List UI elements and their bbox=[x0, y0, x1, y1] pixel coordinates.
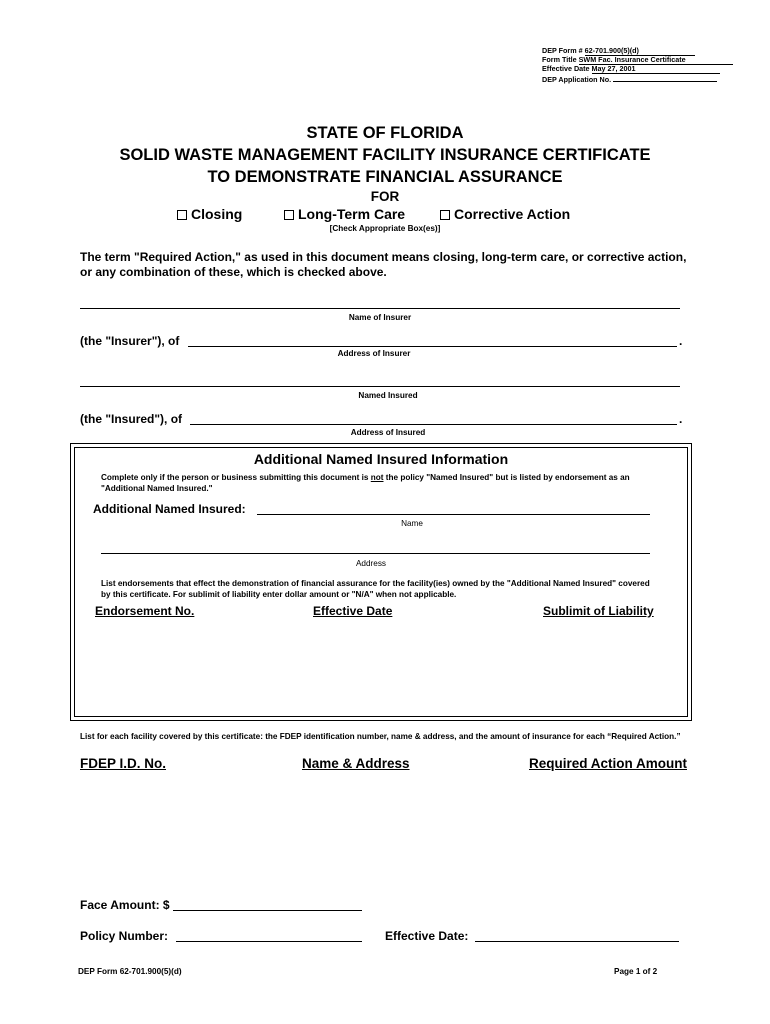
option-long-term-care[interactable] bbox=[284, 206, 405, 222]
additional-insured-heading: Additional Named Insured Information bbox=[253, 451, 509, 467]
effective-date-header-value: May 27, 2001 bbox=[592, 64, 720, 74]
option-closing[interactable] bbox=[177, 206, 242, 222]
intro-text: The term "Required Action," as used in this document means closing, long-term care, or corrective action, or any combination of these, which is checked above. bbox=[80, 250, 687, 279]
effective-date-header-label: Effective Date bbox=[542, 64, 590, 73]
effective-date-line[interactable] bbox=[475, 941, 679, 942]
insurer-name-line[interactable] bbox=[80, 308, 680, 309]
check-note: [Check Appropriate Box(es)] bbox=[329, 224, 441, 233]
long-term-care-checkbox[interactable] bbox=[284, 210, 294, 220]
policy-number-line[interactable] bbox=[176, 941, 362, 942]
insured-address-line[interactable] bbox=[190, 424, 677, 425]
insurer-of-label: (the "Insurer"), of bbox=[80, 334, 180, 348]
title-main: SOLID WASTE MANAGEMENT FACILITY INSURANCE CERTIFICATE bbox=[119, 146, 651, 164]
additional-insured-label: Additional Named Insured: bbox=[93, 502, 246, 516]
footer-form-id: DEP Form 62-701.900(5)(d) bbox=[78, 967, 182, 976]
col-effective-date: Effective Date bbox=[313, 604, 393, 618]
additional-insured-name-caption: Name bbox=[401, 519, 423, 528]
policy-number-label: Policy Number: bbox=[80, 929, 169, 943]
additional-insured-note bbox=[101, 472, 661, 494]
title-state: STATE OF FLORIDA bbox=[306, 124, 464, 142]
insured-name-caption: Named Insured bbox=[358, 391, 418, 400]
option-closing-label: Closing bbox=[191, 206, 243, 222]
insurer-period: . bbox=[679, 334, 683, 348]
form-title-value: SWM Fac. Insurance Certificate bbox=[579, 55, 733, 65]
insured-address-caption: Address of Insured bbox=[350, 428, 426, 437]
option-corrective-action-label: Corrective Action bbox=[454, 206, 571, 222]
dep-application-no bbox=[542, 73, 717, 84]
insurer-name-caption: Name of Insurer bbox=[348, 313, 412, 322]
insured-name-line[interactable] bbox=[80, 386, 680, 387]
title-sub: TO DEMONSTRATE FINANCIAL ASSURANCE bbox=[207, 168, 563, 186]
additional-note-pre: Complete only if the person or business submitting this document is bbox=[101, 473, 371, 482]
insurer-address-caption: Address of Insurer bbox=[337, 349, 411, 358]
effective-date-label: Effective Date: bbox=[385, 929, 469, 943]
title-for: FOR bbox=[370, 189, 400, 204]
additional-note-post: the policy "Named Insured" but is listed by endorsement as an "Additional Named Insured." bbox=[101, 473, 630, 493]
option-long-term-care-label: Long-Term Care bbox=[298, 206, 406, 222]
closing-checkbox[interactable] bbox=[177, 210, 187, 220]
additional-insured-address-line[interactable] bbox=[101, 553, 650, 554]
dep-application-no-label: DEP Application No. bbox=[542, 75, 612, 84]
additional-insured-name-line[interactable] bbox=[257, 514, 650, 515]
col-name-address: Name & Address bbox=[302, 756, 410, 771]
endorsement-note: List endorsements that effect the demonstration of financial assurance for the facility(ies) owned by the "Additional Named Insured" covered by this certificate. For sublimit of liability enter dollar amount or "N/A" when not applicable. bbox=[101, 579, 650, 599]
facility-note: List for each facility covered by this certificate: the FDEP identification number, name & address, and the amount of insurance for each “Required Action.” bbox=[80, 732, 681, 741]
form-number-value: 62-701.900(5)(d) bbox=[585, 46, 695, 56]
col-fdep-id: FDEP I.D. No. bbox=[80, 756, 167, 771]
insurer-address-line[interactable] bbox=[188, 346, 677, 347]
col-endorsement-no: Endorsement No. bbox=[95, 604, 195, 618]
face-amount-line[interactable] bbox=[173, 910, 362, 911]
corrective-action-checkbox[interactable] bbox=[440, 210, 450, 220]
dep-application-no-field[interactable] bbox=[613, 73, 717, 82]
additional-insured-address-caption: Address bbox=[355, 559, 387, 568]
additional-note-not: not bbox=[370, 473, 384, 482]
form-number-label: DEP Form # bbox=[542, 46, 583, 55]
form-title-label: Form Title bbox=[542, 55, 577, 64]
face-amount-label: Face Amount: $ bbox=[80, 898, 170, 912]
col-required-action-amount: Required Action Amount bbox=[529, 756, 687, 771]
insured-period: . bbox=[679, 412, 683, 426]
insured-of-label: (the "Insured"), of bbox=[80, 412, 183, 426]
option-corrective-action[interactable] bbox=[440, 206, 570, 222]
col-sublimit-of-liability: Sublimit of Liability bbox=[543, 604, 654, 618]
footer-page-number: Page 1 of 2 bbox=[614, 967, 658, 976]
